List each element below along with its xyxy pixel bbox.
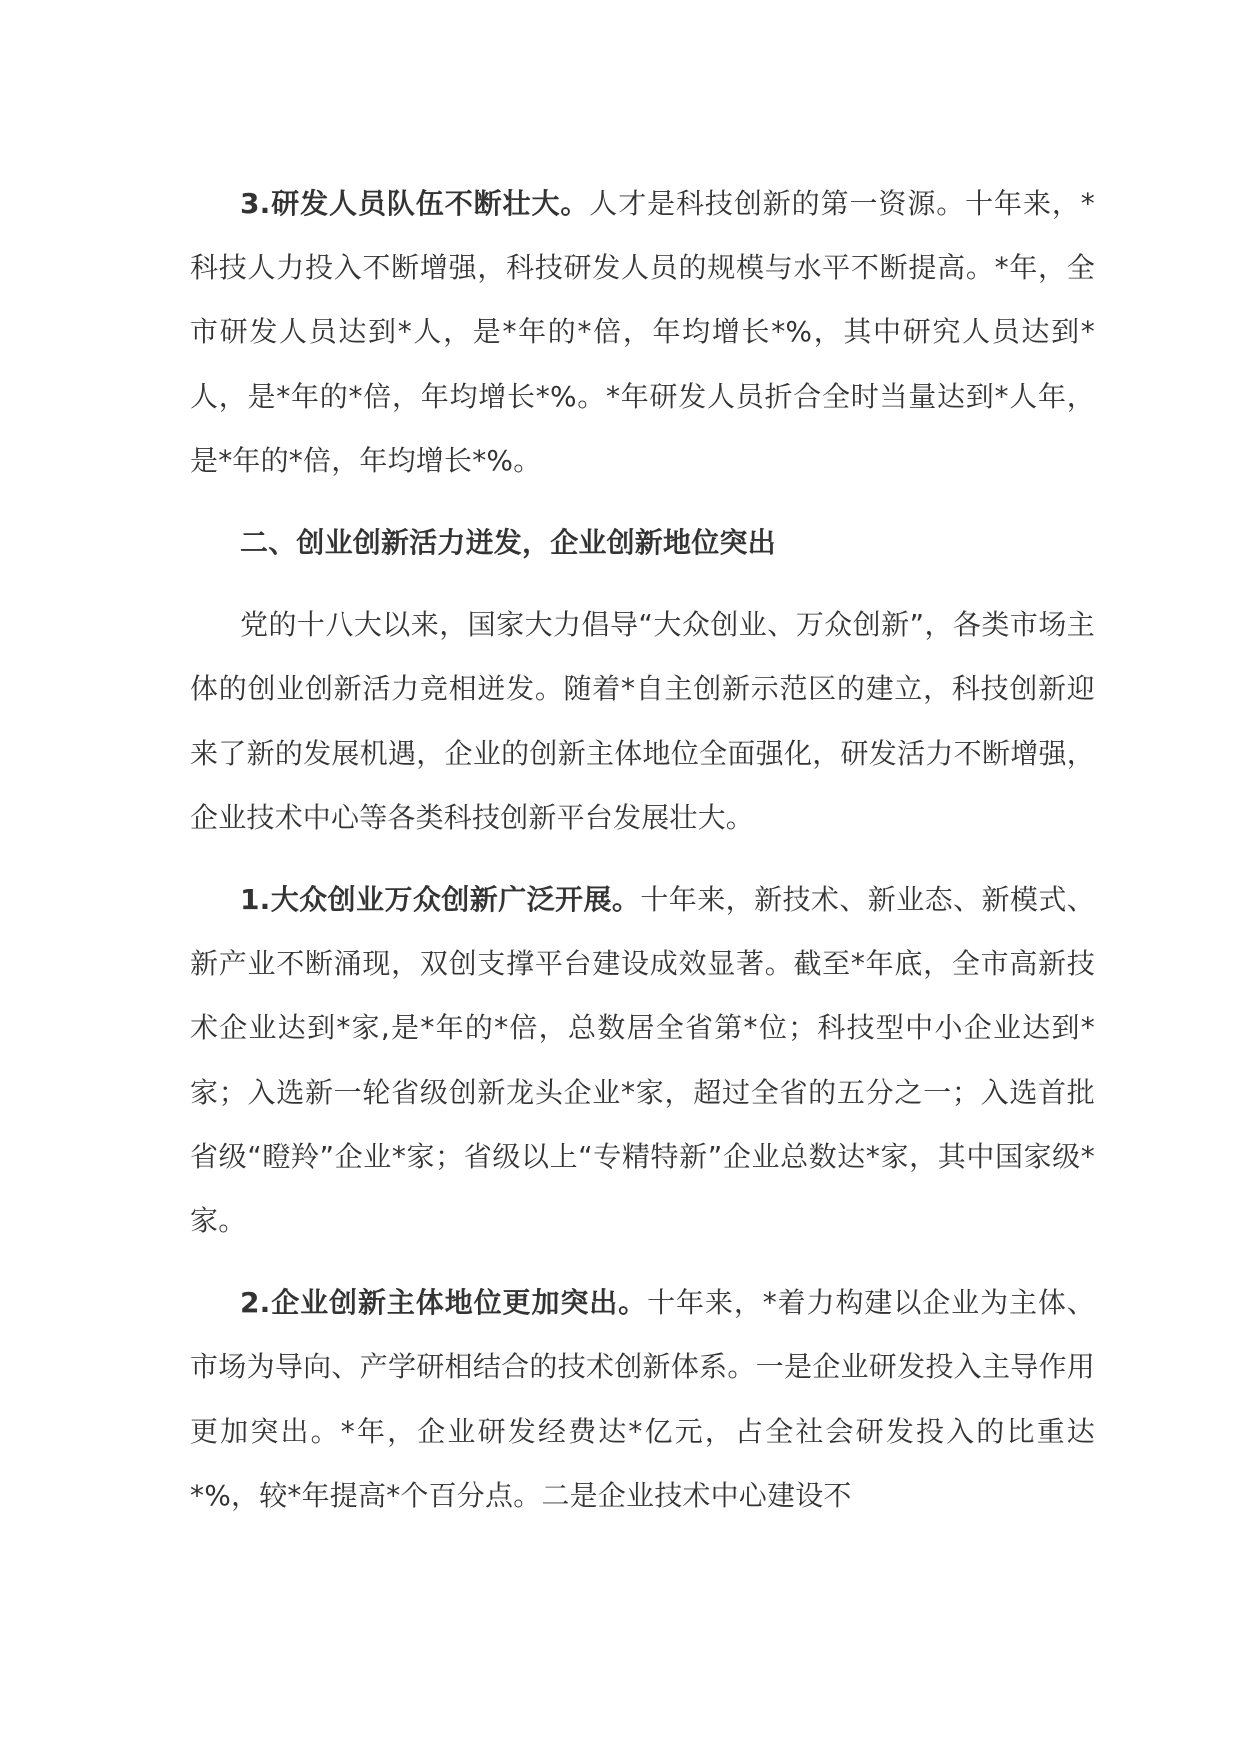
section-heading-2: 二、创业创新活力迸发，企业创新地位突出: [240, 526, 776, 560]
paragraph-lead-enterprise-innovation: 2.企业创新主体地位更加突出。: [240, 1286, 648, 1320]
paragraph-rd-personnel: [190, 172, 1095, 493]
paragraph-enterprise-innovation: [190, 1271, 1095, 1528]
paragraph-text-rd-personnel: 人才是科技创新的第一资源。十年来，*科技人力投入不断增强，科技研发人员的规模与水平不断提高。*年，全市研发人员达到*人，是*年的*倍，年均增长*%，其中研究人员达到*人，是*年的*倍，年均增长*%。*年研发人员折合全时当量达到*人年，是*年的*倍，年均增长*%。: [190, 187, 1095, 477]
document-body: [190, 172, 1095, 1528]
paragraph-mass-innovation: [190, 868, 1095, 1253]
paragraph-text-mass-innovation: 十年来，新技术、新业态、新模式、新产业不断涌现，双创支撑平台建设成效显著。截至*年底，全市高新技术企业达到*家,是*年的*倍，总数居全省第*位；科技型中小企业达到*家；入选新一轮省级创新龙头企业*家，超过全省的五分之一；入选首批省级“瞪羚”企业*家；省级以上“专精特新”企业总数达*家，其中国家级*家。: [190, 883, 1095, 1238]
paragraph-section-2-intro: 党的十八大以来，国家大力倡导“大众创业、万众创新”，各类市场主体的创业创新活力竞相迸发。随着*自主创新示范区的建立，科技创新迎来了新的发展机遇，企业的创新主体地位全面强化，研发活力不断增强，企业技术中心等各类科技创新平台发展壮大。: [190, 608, 1095, 834]
paragraph-text-enterprise-innovation: 十年来，*着力构建以企业为主体、市场为导向、产学研相结合的技术创新体系。一是企业研发投入主导作用更加突出。*年，企业研发经费达*亿元，占全社会研发投入的比重达*%，较*年提高*个百分点。二是企业技术中心建设不: [190, 1286, 1096, 1512]
paragraph-lead-rd-personnel: 3.研发人员队伍不断壮大。: [240, 187, 590, 220]
paragraph-lead-mass-innovation: 1.大众创业万众创新广泛开展。: [240, 883, 641, 917]
